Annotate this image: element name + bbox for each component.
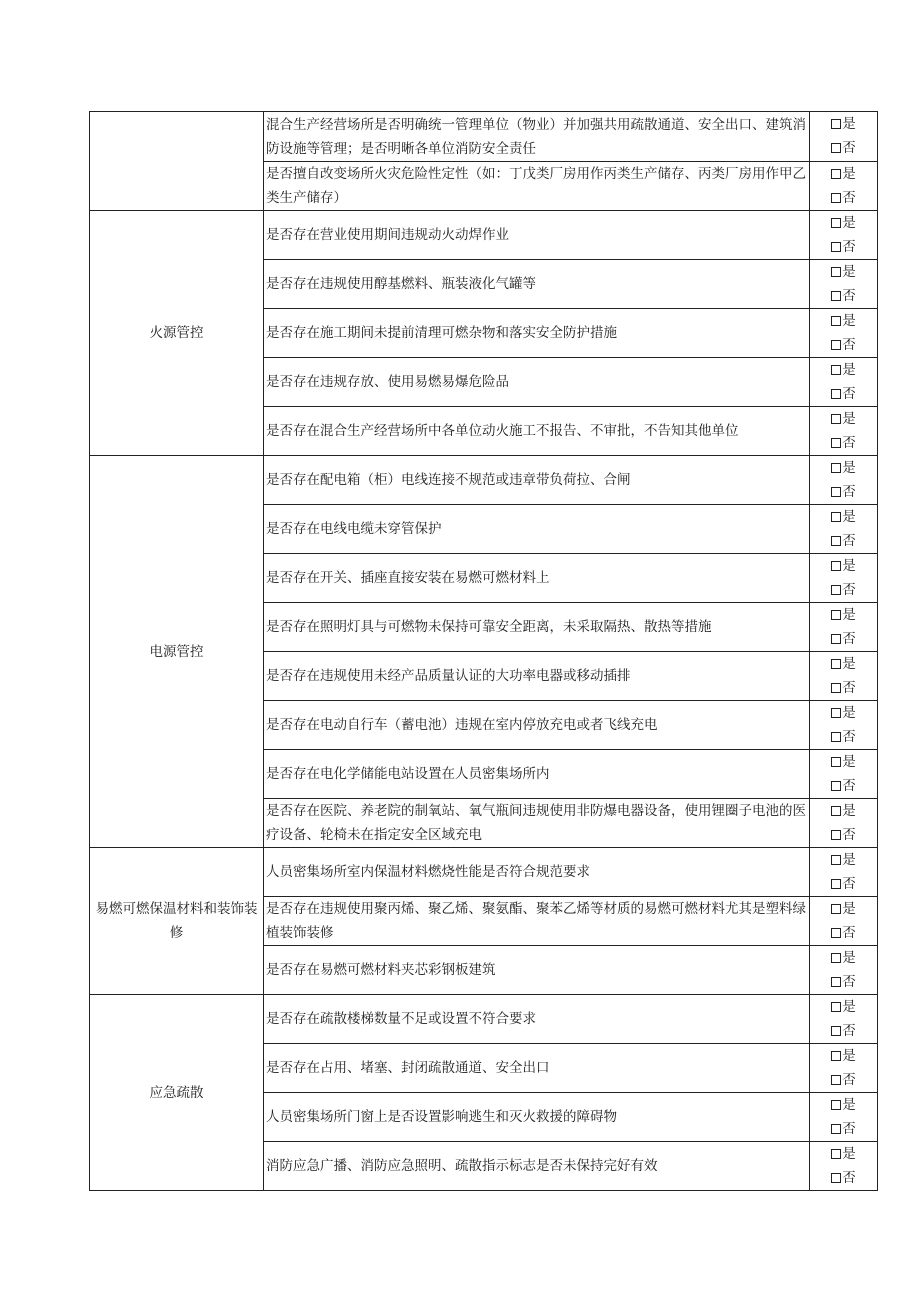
check-item-text: 人员密集场所门窗上是否设置影响逃生和灭火救援的障碍物 [264, 1093, 810, 1142]
checkbox-no[interactable] [831, 340, 841, 350]
yes-no-options [810, 848, 878, 897]
option-no-label: 否 [842, 239, 856, 255]
option-yes[interactable] [810, 407, 877, 431]
option-no-label: 否 [842, 1072, 856, 1088]
check-item-text: 是否存在营业使用期间违规动火动焊作业 [264, 211, 810, 260]
option-no[interactable] [810, 970, 877, 994]
option-no[interactable] [810, 382, 877, 406]
option-yes-label: 是 [842, 460, 856, 476]
yes-no-options [810, 554, 878, 603]
option-yes[interactable] [810, 358, 877, 382]
option-no[interactable] [810, 774, 877, 798]
checkbox-yes[interactable] [831, 659, 841, 669]
option-yes-label: 是 [842, 1146, 856, 1162]
option-yes[interactable] [810, 848, 877, 872]
check-item-text: 是否存在疏散楼梯数量不足或设置不符合要求 [264, 995, 810, 1044]
checkbox-no[interactable] [831, 1075, 841, 1085]
checkbox-no[interactable] [831, 928, 841, 938]
option-no-label: 否 [842, 1121, 856, 1137]
category-cell: 电源管控 [90, 456, 264, 848]
category-cell [90, 112, 264, 211]
checkbox-yes[interactable] [831, 365, 841, 375]
option-yes[interactable] [810, 1142, 877, 1166]
option-yes[interactable] [810, 112, 877, 136]
category-cell: 易燃可燃保温材料和装饰装修 [90, 848, 264, 995]
option-yes-label: 是 [842, 362, 856, 378]
checkbox-yes[interactable] [831, 855, 841, 865]
checkbox-no[interactable] [831, 291, 841, 301]
checkbox-yes[interactable] [831, 757, 841, 767]
check-item-text: 是否擅自改变场所火灾危险性定性（如：丁戊类厂房用作丙类生产储存、丙类厂房用作甲乙类生产储存） [264, 162, 810, 211]
option-yes-label: 是 [842, 950, 856, 966]
option-no-label: 否 [842, 582, 856, 598]
option-no-label: 否 [842, 386, 856, 402]
option-no-label: 否 [842, 288, 856, 304]
option-yes[interactable] [810, 309, 877, 333]
checkbox-yes[interactable] [831, 561, 841, 571]
option-yes[interactable] [810, 897, 877, 921]
yes-no-options [810, 946, 878, 995]
check-item-text: 是否存在违规使用醇基燃料、瓶装液化气罐等 [264, 260, 810, 309]
yes-no-options [810, 1142, 878, 1191]
option-no-label: 否 [842, 729, 856, 745]
option-yes-label: 是 [842, 313, 856, 329]
checkbox-no[interactable] [831, 242, 841, 252]
yes-no-options [810, 1093, 878, 1142]
option-no[interactable] [810, 725, 877, 749]
checkbox-no[interactable] [831, 732, 841, 742]
yes-no-options [810, 603, 878, 652]
option-yes-label: 是 [842, 656, 856, 672]
checkbox-no[interactable] [831, 193, 841, 203]
check-item-text: 是否存在医院、养老院的制氧站、氧气瓶间违规使用非防爆电器设备，使用锂圈子电池的医疗设备、轮椅未在指定安全区域充电 [264, 799, 810, 848]
yes-no-options [810, 162, 878, 211]
option-yes[interactable] [810, 701, 877, 725]
checkbox-yes[interactable] [831, 953, 841, 963]
check-item-text: 是否存在违规使用未经产品质量认证的大功率电器或移动插排 [264, 652, 810, 701]
option-no[interactable] [810, 823, 877, 847]
yes-no-options [810, 358, 878, 407]
check-item-text: 消防应急广播、消防应急照明、疏散指示标志是否未保持完好有效 [264, 1142, 810, 1191]
option-yes[interactable] [810, 162, 877, 186]
option-no-label: 否 [842, 140, 856, 156]
check-item-text: 混合生产经营场所是否明确统一管理单位（物业）并加强共用疏散通道、安全出口、建筑消防设施等管理；是否明晰各单位消防安全责任 [264, 112, 810, 162]
checkbox-yes[interactable] [831, 1051, 841, 1061]
checklist-row [90, 211, 878, 260]
option-no[interactable] [810, 136, 877, 160]
option-no-label: 否 [842, 925, 856, 941]
option-no[interactable] [810, 1166, 877, 1190]
checkbox-no[interactable] [831, 487, 841, 497]
option-yes-label: 是 [842, 754, 856, 770]
option-yes-label: 是 [842, 264, 856, 280]
option-yes[interactable] [810, 995, 877, 1019]
option-yes-label: 是 [842, 558, 856, 574]
checkbox-yes[interactable] [831, 806, 841, 816]
option-no-label: 否 [842, 1023, 856, 1039]
checkbox-no[interactable] [831, 634, 841, 644]
option-yes[interactable] [810, 1044, 877, 1068]
option-yes-label: 是 [842, 999, 856, 1015]
option-no[interactable] [810, 921, 877, 945]
checkbox-no[interactable] [831, 977, 841, 987]
option-yes[interactable] [810, 946, 877, 970]
option-no-label: 否 [842, 827, 856, 843]
option-no[interactable] [810, 578, 877, 602]
yes-no-options [810, 750, 878, 799]
checklist-row [90, 112, 878, 162]
option-yes-label: 是 [842, 1048, 856, 1064]
option-no-label: 否 [842, 533, 856, 549]
yes-no-options [810, 1044, 878, 1093]
option-yes-label: 是 [842, 852, 856, 868]
option-yes[interactable] [810, 505, 877, 529]
option-no-label: 否 [842, 974, 856, 990]
checkbox-yes[interactable] [831, 708, 841, 718]
inspection-checklist-table [89, 111, 878, 1191]
option-no[interactable] [810, 872, 877, 896]
option-no-label: 否 [842, 190, 856, 206]
yes-no-options [810, 260, 878, 309]
checklist-row [90, 848, 878, 897]
option-yes-label: 是 [842, 411, 856, 427]
checkbox-no[interactable] [831, 536, 841, 546]
option-yes-label: 是 [842, 509, 856, 525]
check-item-text: 是否存在配电箱（柜）电线连接不规范或违章带负荷拉、合闸 [264, 456, 810, 505]
check-item-text: 是否存在易燃可燃材料夹芯彩钢板建筑 [264, 946, 810, 995]
option-no-label: 否 [842, 337, 856, 353]
option-no[interactable] [810, 480, 877, 504]
option-yes[interactable] [810, 1093, 877, 1117]
checkbox-no[interactable] [831, 1124, 841, 1134]
checkbox-yes[interactable] [831, 169, 841, 179]
checkbox-no[interactable] [831, 1026, 841, 1036]
check-item-text: 是否存在违规使用聚丙烯、聚乙烯、聚氨酯、聚苯乙烯等材质的易燃可燃材料尤其是塑料绿植装饰装修 [264, 897, 810, 946]
option-yes[interactable] [810, 260, 877, 284]
check-item-text: 是否存在照明灯具与可燃物未保持可靠安全距离，未采取隔热、散热等措施 [264, 603, 810, 652]
checkbox-yes[interactable] [831, 1149, 841, 1159]
checkbox-no[interactable] [831, 143, 841, 153]
option-yes[interactable] [810, 603, 877, 627]
checkbox-yes[interactable] [831, 904, 841, 914]
checkbox-no[interactable] [831, 683, 841, 693]
yes-no-options [810, 112, 878, 162]
yes-no-options [810, 995, 878, 1044]
category-cell: 应急疏散 [90, 995, 264, 1191]
yes-no-options [810, 505, 878, 554]
yes-no-options [810, 897, 878, 946]
category-cell: 火源管控 [90, 211, 264, 456]
option-no[interactable] [810, 1068, 877, 1092]
option-yes-label: 是 [842, 215, 856, 231]
option-no-label: 否 [842, 1170, 856, 1186]
checkbox-yes[interactable] [831, 610, 841, 620]
checklist-row [90, 995, 878, 1044]
checkbox-no[interactable] [831, 830, 841, 840]
checkbox-yes[interactable] [831, 414, 841, 424]
option-no[interactable] [810, 529, 877, 553]
option-yes[interactable] [810, 554, 877, 578]
option-no[interactable] [810, 333, 877, 357]
option-no-label: 否 [842, 631, 856, 647]
option-yes-label: 是 [842, 607, 856, 623]
option-no[interactable] [810, 186, 877, 210]
checkbox-no[interactable] [831, 781, 841, 791]
option-no-label: 否 [842, 484, 856, 500]
check-item-text: 是否存在混合生产经营场所中各单位动火施工不报告、不审批，不告知其他单位 [264, 407, 810, 456]
checkbox-no[interactable] [831, 438, 841, 448]
checkbox-yes[interactable] [831, 512, 841, 522]
check-item-text: 是否存在开关、插座直接安装在易燃可燃材料上 [264, 554, 810, 603]
check-item-text: 是否存在电线电缆未穿管保护 [264, 505, 810, 554]
checkbox-no[interactable] [831, 585, 841, 595]
option-no-label: 否 [842, 876, 856, 892]
option-yes-label: 是 [842, 1097, 856, 1113]
yes-no-options [810, 407, 878, 456]
option-no-label: 否 [842, 680, 856, 696]
checkbox-yes[interactable] [831, 119, 841, 129]
check-item-text: 是否存在电动自行车（蓄电池）违规在室内停放充电或者飞线充电 [264, 701, 810, 750]
option-no[interactable] [810, 235, 877, 259]
checkbox-yes[interactable] [831, 1100, 841, 1110]
option-yes-label: 是 [842, 116, 856, 132]
option-yes-label: 是 [842, 166, 856, 182]
check-item-text: 是否存在占用、堵塞、封闭疏散通道、安全出口 [264, 1044, 810, 1093]
checkbox-no[interactable] [831, 1173, 841, 1183]
checkbox-no[interactable] [831, 879, 841, 889]
checkbox-yes[interactable] [831, 316, 841, 326]
option-yes-label: 是 [842, 705, 856, 721]
option-no[interactable] [810, 627, 877, 651]
yes-no-options [810, 456, 878, 505]
check-item-text: 是否存在施工期间未提前清理可燃杂物和落实安全防护措施 [264, 309, 810, 358]
option-yes[interactable] [810, 211, 877, 235]
option-yes[interactable] [810, 750, 877, 774]
checkbox-yes[interactable] [831, 267, 841, 277]
checkbox-yes[interactable] [831, 218, 841, 228]
option-no[interactable] [810, 1117, 877, 1141]
check-item-text: 是否存在违规存放、使用易燃易爆危险品 [264, 358, 810, 407]
yes-no-options [810, 652, 878, 701]
check-item-text: 人员密集场所室内保温材料燃烧性能是否符合规范要求 [264, 848, 810, 897]
checklist-row [90, 456, 878, 505]
checkbox-yes[interactable] [831, 1002, 841, 1012]
option-no-label: 否 [842, 778, 856, 794]
option-no[interactable] [810, 676, 877, 700]
yes-no-options [810, 309, 878, 358]
yes-no-options [810, 799, 878, 848]
yes-no-options [810, 701, 878, 750]
check-item-text: 是否存在电化学储能电站设置在人员密集场所内 [264, 750, 810, 799]
yes-no-options [810, 211, 878, 260]
option-yes[interactable] [810, 652, 877, 676]
checkbox-yes[interactable] [831, 463, 841, 473]
option-no-label: 否 [842, 435, 856, 451]
option-no[interactable] [810, 431, 877, 455]
option-no[interactable] [810, 1019, 877, 1043]
option-yes[interactable] [810, 456, 877, 480]
option-no[interactable] [810, 284, 877, 308]
option-yes-label: 是 [842, 803, 856, 819]
checkbox-no[interactable] [831, 389, 841, 399]
option-yes-label: 是 [842, 901, 856, 917]
option-yes[interactable] [810, 799, 877, 823]
